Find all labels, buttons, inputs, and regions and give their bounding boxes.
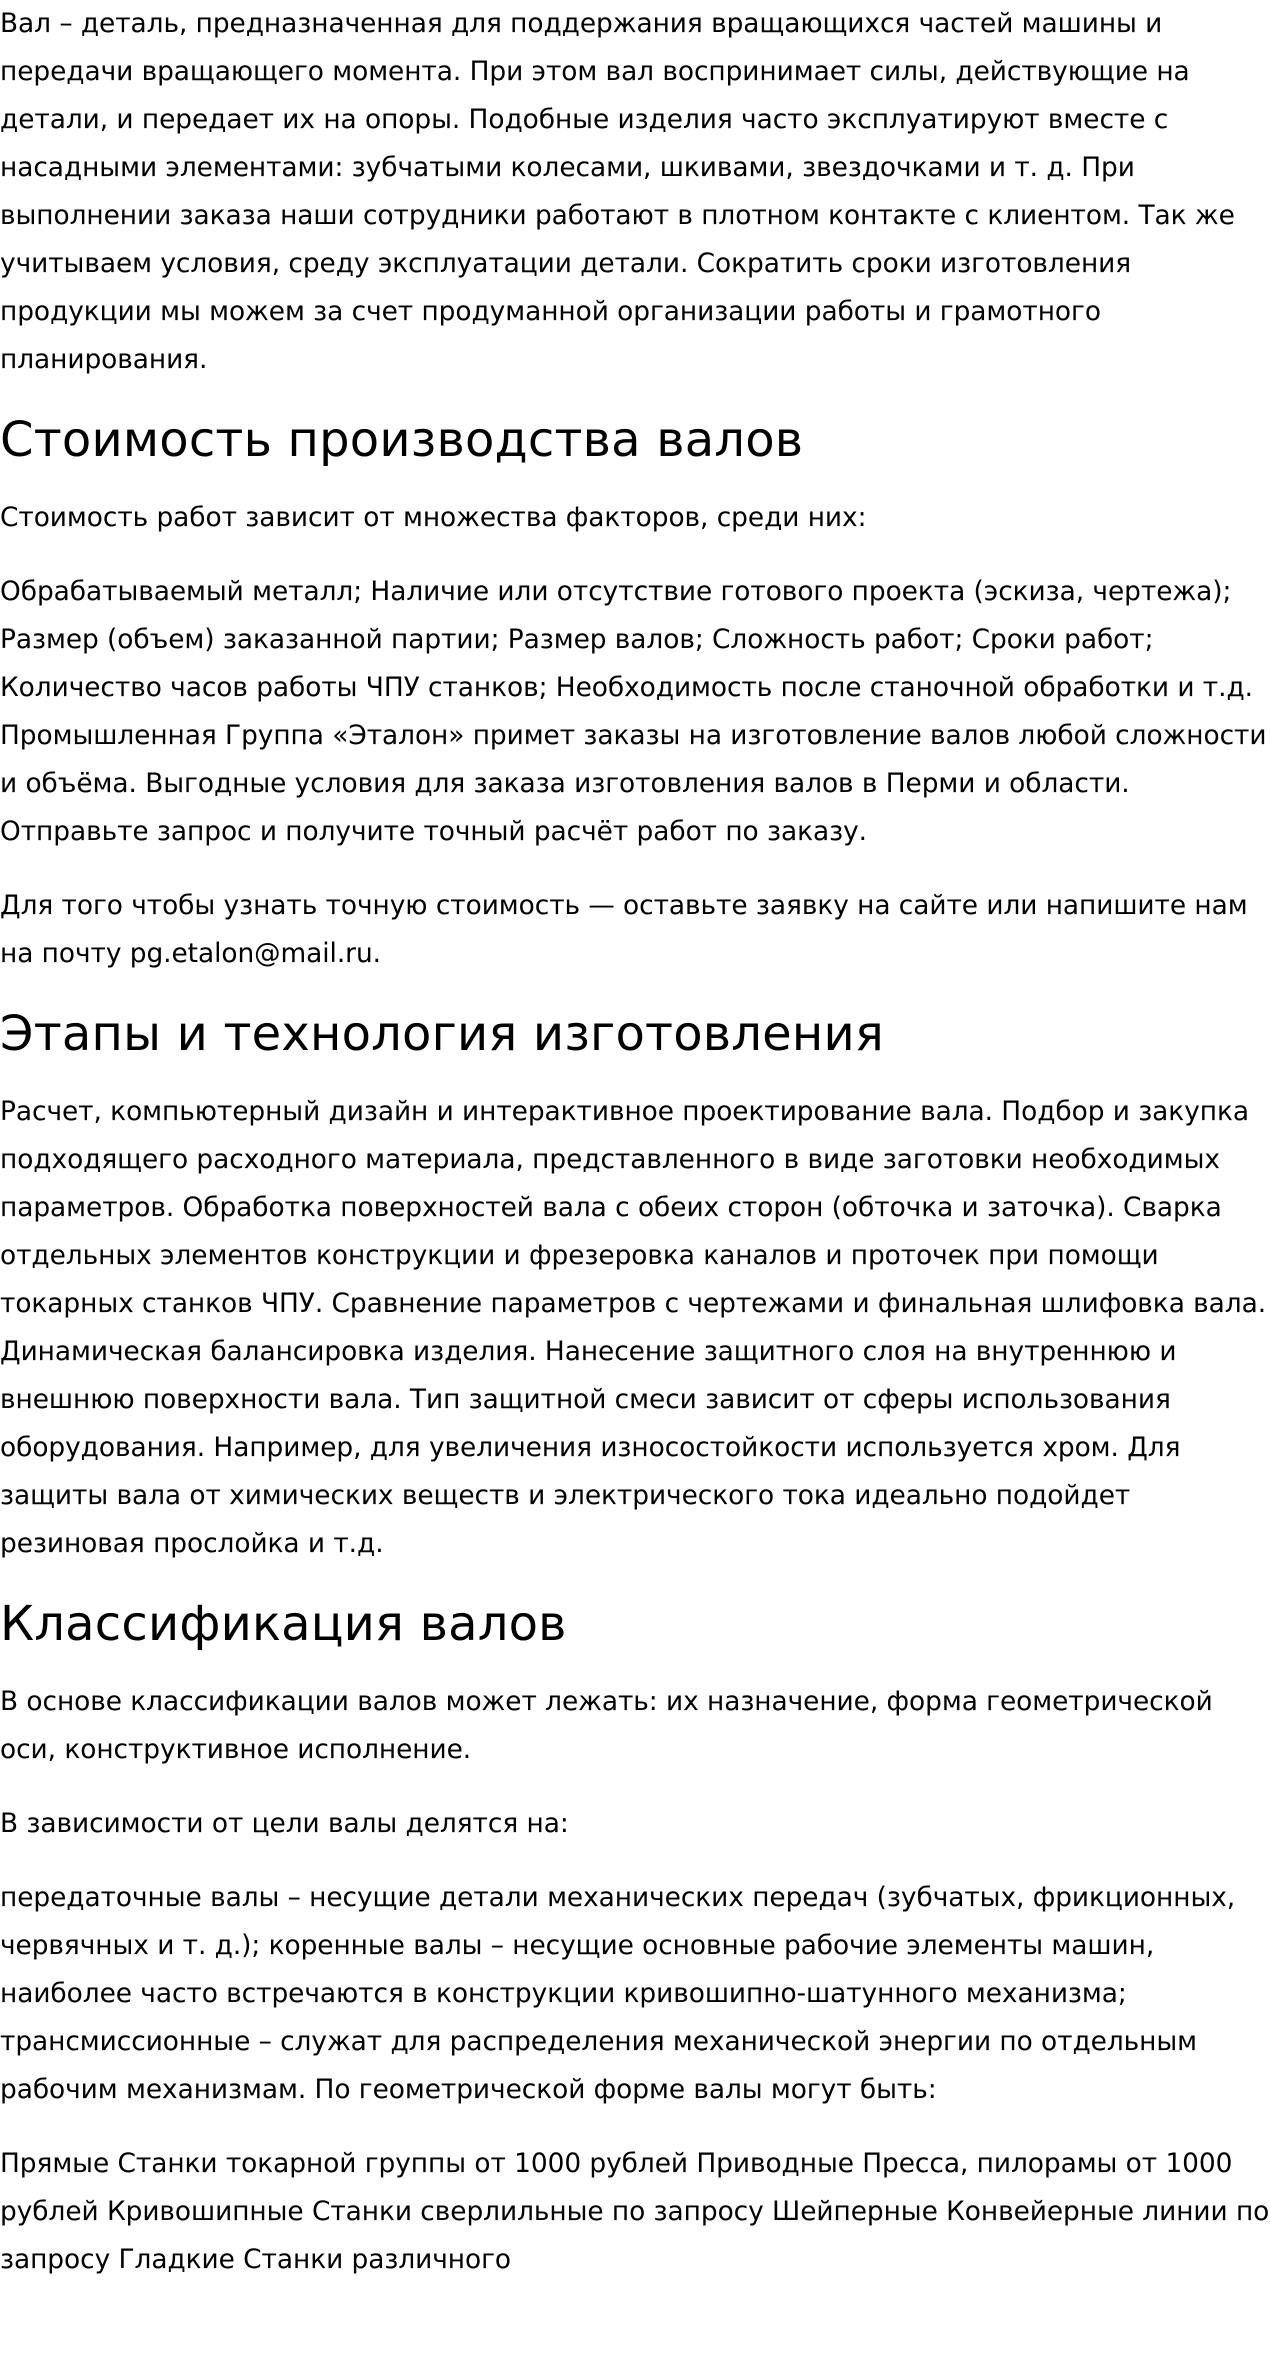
classification-purpose-lead: В зависимости от цели валы делятся на: <box>0 1808 569 1839</box>
stages-heading: Этапы и технология изготовления <box>0 1006 884 1062</box>
classification-purpose-types: передаточные валы – несущие детали механических передач (зубчатых, фрикционных, червячных и т. д.); коренные валы – несущие основные рабочие элементы машин, наиболее часто встречаются в конструкции кривошипно-шатунного механизма; трансмиссионные – служат для распределения механической энергии по отдельным рабочим механизмам. По геометрической форме валы могут быть: <box>0 1882 1236 2105</box>
cost-contact-paragraph <box>0 882 1270 978</box>
contact-prefix-text: Для того чтобы узнать точную стоимость — оставьте заявку на сайте или напишите нам на почту <box>0 890 1248 969</box>
contact-suffix-text: . <box>372 938 381 969</box>
intro-paragraph: Вал – деталь, предназначенная для поддержания вращающихся частей машины и передачи вращающего момента. При этом вал воспринимает силы, действующие на детали, и передает их на опоры. Подобные изделия часто эксплуатируют вместе с насадными элементами: зубчатыми колесами, шкивами, звездочками и т. д. При выполнении заказа наши сотрудники работают в плотном контакте с клиентом. Так же учитываем условия, среду эксплуатации детали. Сократить сроки изготовления продукции мы можем за счет продуманной организации работы и грамотного планирования. <box>0 8 1235 375</box>
classification-shapes-paragraph: Прямые Станки токарной группы от 1000 рублей Приводные Пресса, пилорамы от 1000 рублей Кривошипные Станки сверлильные по запросу Шейперные Конвейерные линии по запросу Гладкие Станки различного <box>0 2148 1270 2275</box>
cost-factors-paragraph: Обрабатываемый металл; Наличие или отсутствие готового проекта (эскиза, чертежа); Размер (объем) заказанной партии; Размер валов; Сложность работ; Сроки работ; Количество часов работы ЧПУ станков; Необходимость после станочной обработки и т.д. Промышленная Группа «Эталон» примет заказы на изготовление валов любой сложности и объёма. Выгодные условия для заказа изготовления валов в Перми и области. Отправьте запрос и получите точный расчёт работ по заказу. <box>0 576 1267 847</box>
email-link[interactable]: pg.etalon@mail.ru <box>129 938 373 969</box>
cost-lead-paragraph: Стоимость работ зависит от множества факторов, среди них: <box>0 502 867 533</box>
classification-basis-paragraph: В основе классификации валов может лежать: их назначение, форма геометрической оси, конструктивное исполнение. <box>0 1686 1213 1765</box>
stages-paragraph: Расчет, компьютерный дизайн и интерактивное проектирование вала. Подбор и закупка подходящего расходного материала, представленного в виде заготовки необходимых параметров. Обработка поверхностей вала с обеих сторон (обточка и заточка). Сварка отдельных элементов конструкции и фрезеровка каналов и проточек при помощи токарных станков ЧПУ. Сравнение параметров с чертежами и финальная шлифовка вала. Динамическая балансировка изделия. Нанесение защитного слоя на внутреннюю и внешнюю поверхности вала. Тип защитной смеси зависит от сферы использования оборудования. Например, для увеличения износостойкости используется хром. Для защиты вала от химических веществ и электрического тока идеально подойдет резиновая прослойка и т.д. <box>0 1096 1267 1559</box>
classification-heading: Классификация валов <box>0 1596 567 1652</box>
cost-heading: Стоимость производства валов <box>0 412 804 468</box>
